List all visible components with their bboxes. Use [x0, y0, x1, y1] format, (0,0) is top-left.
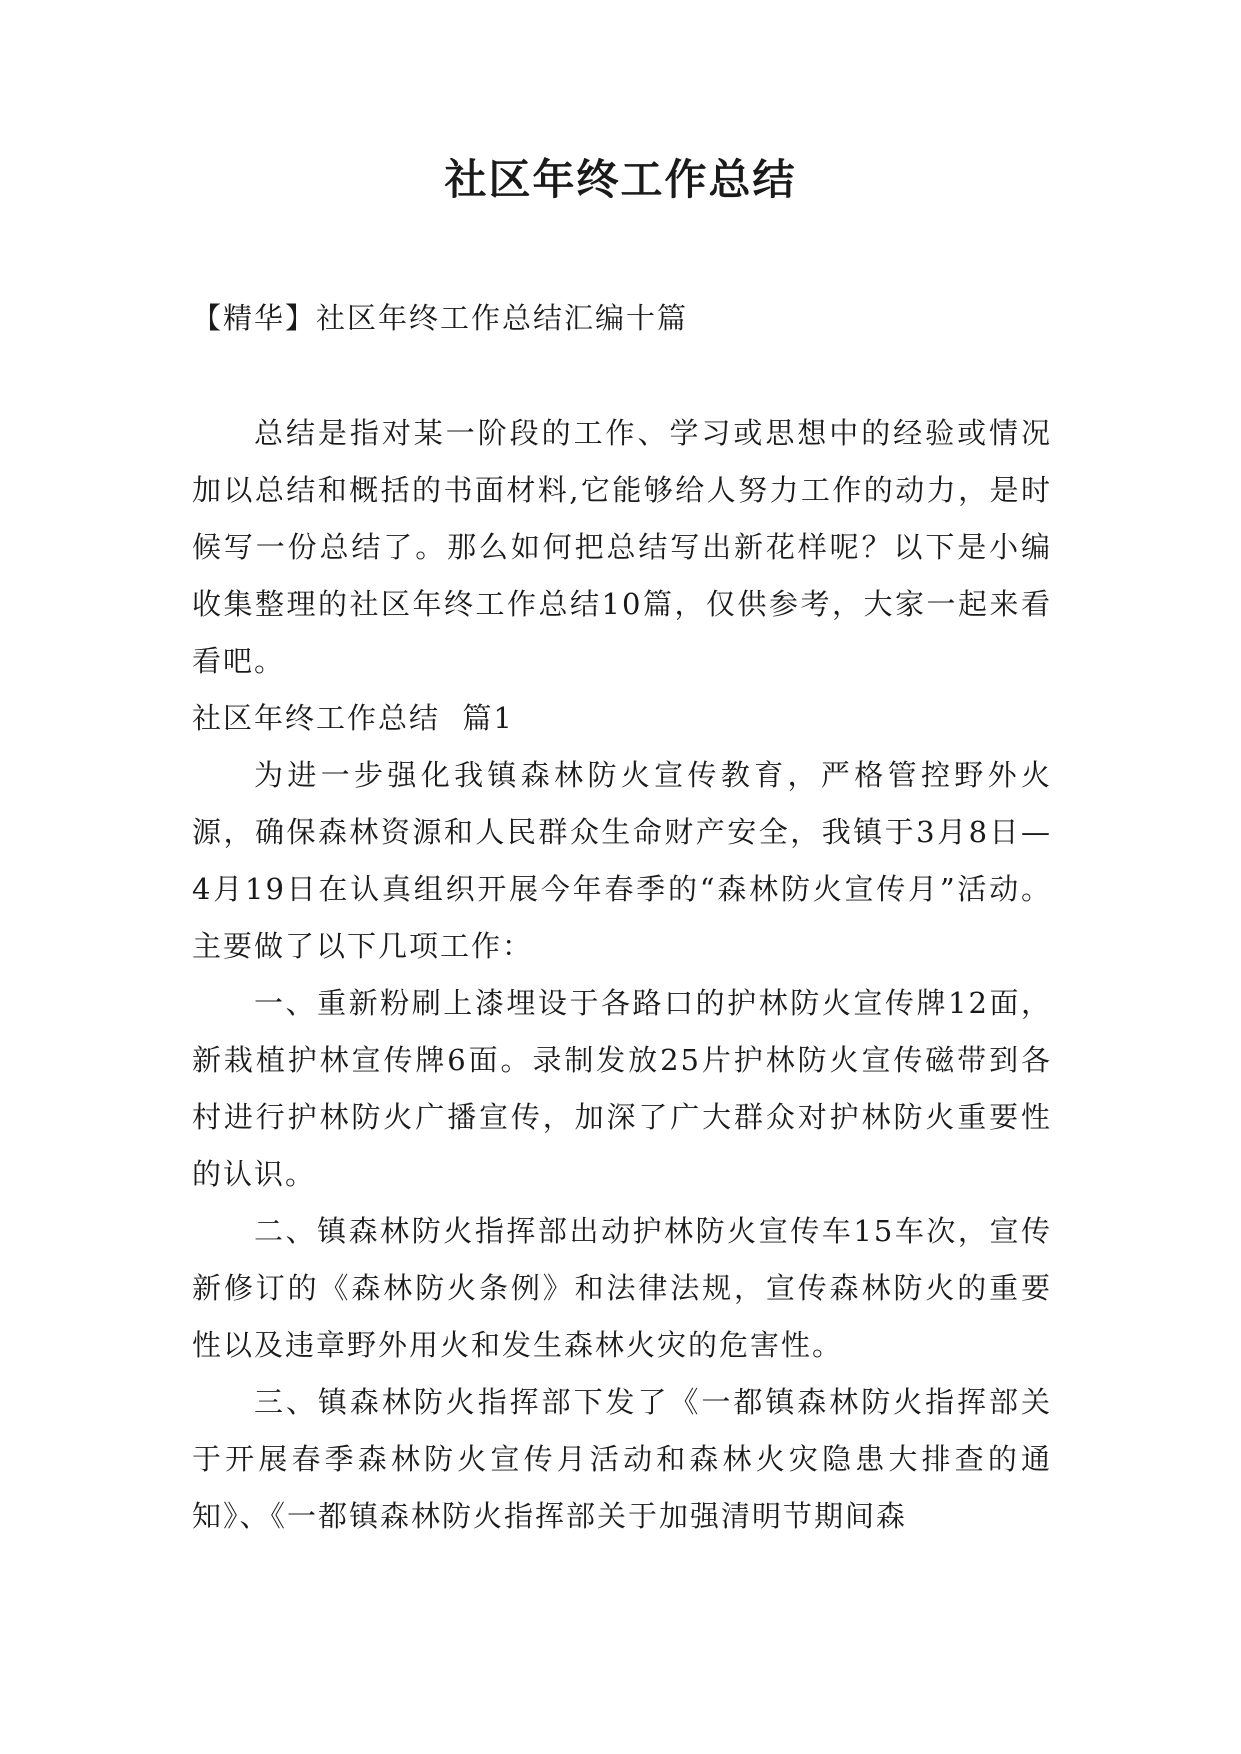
section-heading: 社区年终工作总结 篇1	[192, 701, 514, 735]
body-paragraph: 一、重新粉刷上漆埋设于各路口的护林防火宣传牌12面，新栽植护林宣传牌6面。录制发放25片护林防火宣传磁带到各村进行护林防火广播宣传，加深了广大群众对护林防火重要性的认识。	[192, 986, 1052, 1191]
page-title: 社区年终工作总结	[444, 155, 797, 204]
body-paragraph: 三、镇森林防火指挥部下发了《一都镇森林防火指挥部关于开展春季森林防火宣传月活动和森林火灾隐患大排查的通知》、《一都镇森林防火指挥部关于加强清明节期间森	[192, 1385, 1052, 1533]
document-body	[192, 405, 1052, 1545]
document-subtitle: 【精华】社区年终工作总结汇编十篇	[192, 301, 689, 335]
intro-paragraph: 总结是指对某一阶段的工作、学习或思想中的经验或情况加以总结和概括的书面材料,它能够给人努力工作的动力，是时候写一份总结了。那么如何把总结写出新花样呢？以下是小编收集整理的社区年终工作总结10篇，仅供参考，大家一起来看看吧。	[192, 416, 1052, 678]
body-paragraph: 二、镇森林防火指挥部出动护林防火宣传车15车次，宣传新修订的《森林防火条例》和法律法规，宣传森林防火的重要性以及违章野外用火和发生森林火灾的危害性。	[192, 1214, 1052, 1362]
body-paragraph: 为进一步强化我镇森林防火宣传教育，严格管控野外火源，确保森林资源和人民群众生命财产安全，我镇于3月8日—4月19日在认真组织开展今年春季的“森林防火宣传月”活动。主要做了以下几项工作：	[192, 758, 1052, 963]
